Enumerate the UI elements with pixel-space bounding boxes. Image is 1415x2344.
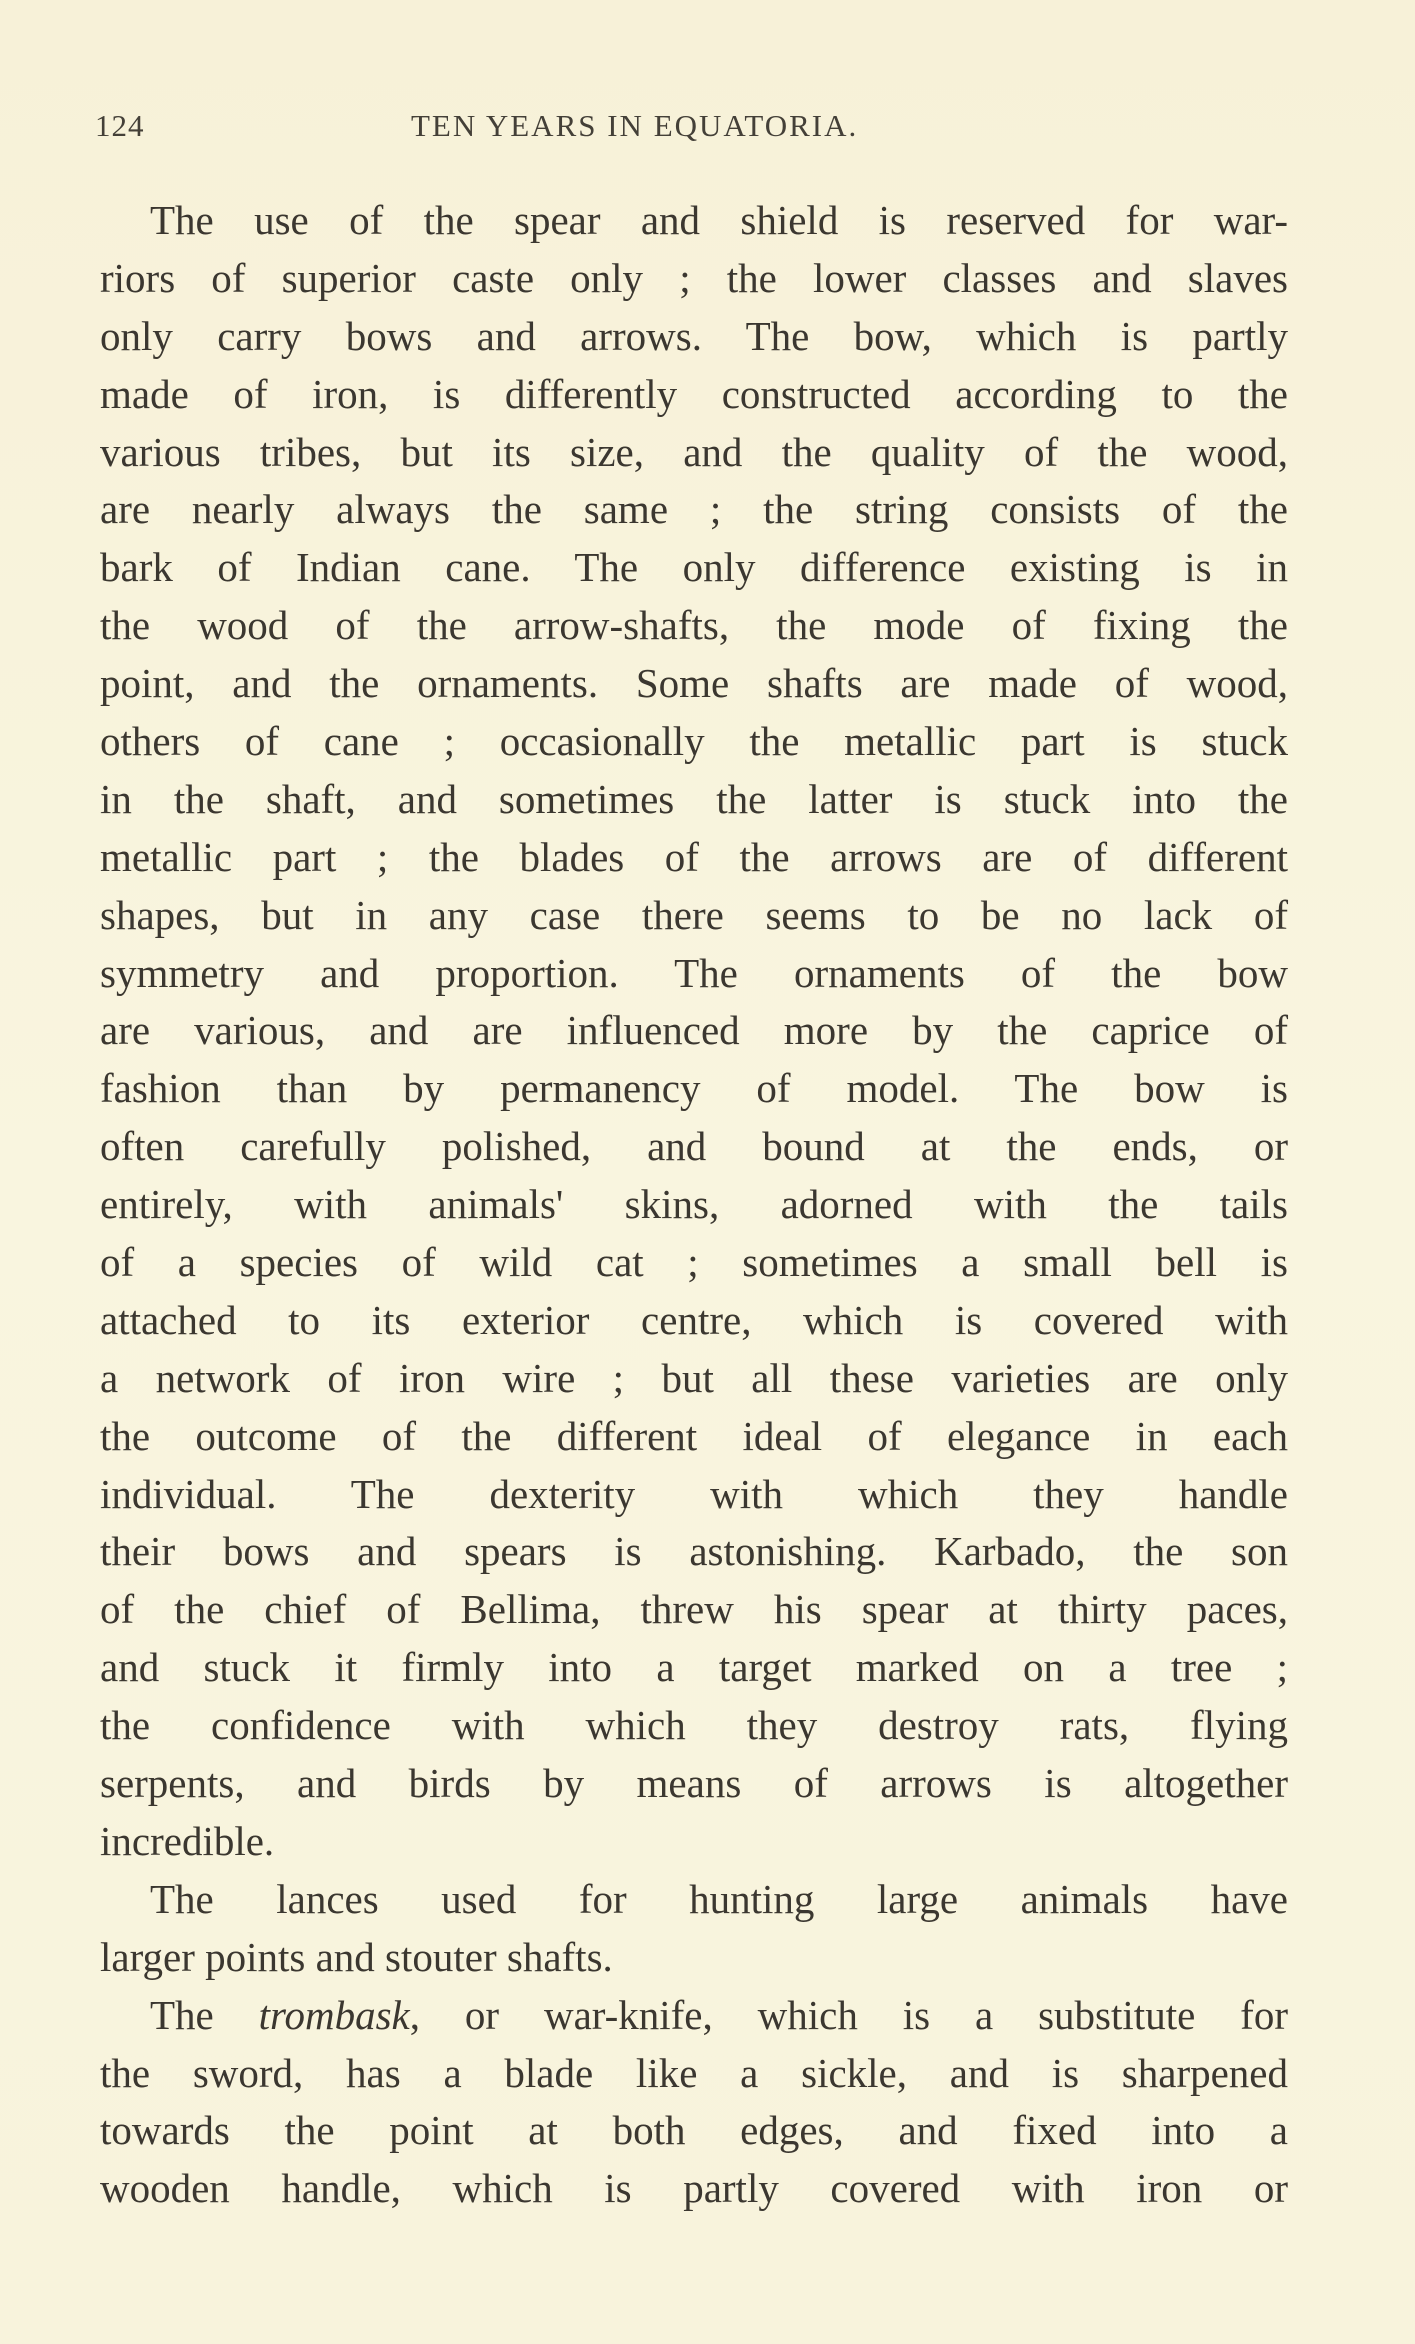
text-line: individual. The dexterity with which they handle <box>100 1470 1288 1517</box>
text-line: of the chief of Bellima, threw his spear at thirty paces, <box>100 1586 1288 1633</box>
text-line: towards the point at both edges, and fixed into a <box>100 2107 1288 2154</box>
text-fragment: , or war-knife, which is a substitute for <box>409 1991 1288 2038</box>
text-line: a network of iron wire ; but all these varieties are only <box>100 1354 1288 1401</box>
paragraph-2 <box>100 1871 1288 1987</box>
text-line: The use of the spear and shield is reserved for war- <box>150 197 1288 243</box>
paragraph-1 <box>100 192 1288 1871</box>
text-line: attached to its exterior centre, which is covered with <box>100 1296 1288 1343</box>
text-line: entirely, with animals' skins, adorned with the tails <box>100 1181 1288 1228</box>
text-line: in the shaft, and sometimes the latter is stuck into the <box>100 775 1288 822</box>
text-line: are nearly always the same ; the string consists of the <box>100 486 1288 533</box>
text-line: point, and the ornaments. Some shafts are made of wood, <box>100 660 1288 707</box>
text-line: only carry bows and arrows. The bow, which is partly <box>100 312 1288 359</box>
text-line: The lances used for hunting large animals have <box>150 1875 1288 1922</box>
text-line: others of cane ; occasionally the metallic part is stuck <box>100 718 1288 765</box>
text-fragment: The <box>150 1991 259 2038</box>
text-line: of a species of wild cat ; sometimes a small bell is <box>100 1239 1288 1286</box>
text-line <box>100 1987 1288 2045</box>
text-line: riors of superior caste only ; the lower classes and slaves <box>100 254 1288 301</box>
text-line: are various, and are influenced more by the caprice of <box>100 1007 1288 1054</box>
text-line: the confidence with which they destroy rats, flying <box>100 1702 1288 1749</box>
text-line: made of iron, is differently constructed according to the <box>100 370 1288 417</box>
paragraph-3 <box>100 1987 1288 2219</box>
text-line: often carefully polished, and bound at the ends, or <box>100 1123 1288 1170</box>
running-title: TEN YEARS IN EQUATORIA. <box>411 108 859 143</box>
text-line: wooden handle, which is partly covered with iron or <box>100 2165 1288 2212</box>
text-line: metallic part ; the blades of the arrows are of different <box>100 833 1288 880</box>
text-line: the sword, has a blade like a sickle, and is sharpened <box>100 2049 1288 2096</box>
text-line: the wood of the arrow-shafts, the mode of fixing the <box>100 602 1288 649</box>
body-text <box>100 192 1288 2218</box>
text-line: incredible. <box>100 1817 275 1864</box>
text-line: serpents, and birds by means of arrows is altogether <box>100 1760 1288 1807</box>
text-line: their bows and spears is astonishing. Karbado, the son <box>100 1528 1288 1575</box>
text-line: and stuck it firmly into a target marked on a tree ; <box>100 1644 1288 1691</box>
text-line: fashion than by permanency of model. The bow is <box>100 1065 1288 1112</box>
page-number: 124 <box>95 108 145 143</box>
text-line: shapes, but in any case there seems to be no lack of <box>100 891 1288 938</box>
running-head <box>95 108 1295 152</box>
text-line: larger points and stouter shafts. <box>100 1933 613 1980</box>
text-line: various tribes, but its size, and the quality of the wood, <box>100 428 1288 475</box>
text-line: symmetry and proportion. The ornaments of the bow <box>100 949 1288 996</box>
italic-term: trombask <box>258 1991 410 2038</box>
text-line: the outcome of the different ideal of elegance in each <box>100 1412 1288 1459</box>
text-line: bark of Indian cane. The only difference existing is in <box>100 544 1288 591</box>
